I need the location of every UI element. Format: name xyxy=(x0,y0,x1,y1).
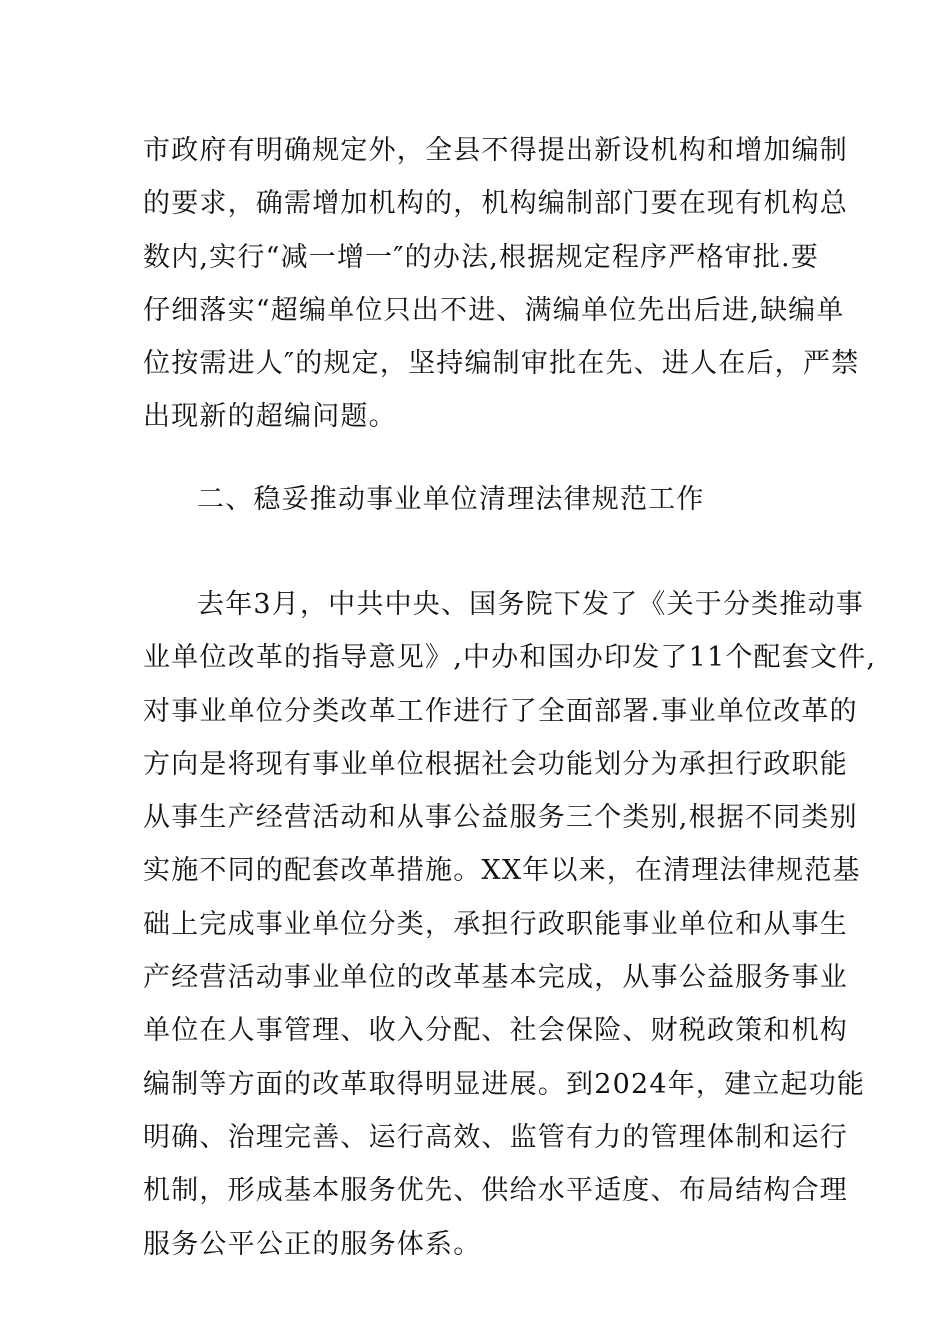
paragraph-line: 位按需进人″的规定，坚持编制审批在先、进人在后，严禁 xyxy=(143,348,860,380)
paragraph-line: 数内,实行“减一增一″的办法,根据规定程序严格审批.要 xyxy=(143,241,820,273)
paragraph-line: 去年3月，中共中央、国务院下发了《关于分类推动事 xyxy=(197,589,864,620)
section-heading-text: 二、稳妥推动事业单位清理法律规范工作 xyxy=(197,484,705,515)
paragraph-line: 市政府有明确规定外，全县不得提出新设机构和增加编制 xyxy=(143,135,848,166)
paragraph-line: 明确、治理完善、运行高效、监管有力的管理体制和运行 xyxy=(143,1121,848,1153)
paragraph-line: 产经营活动事业单位的改革基本完成，从事公益服务事业 xyxy=(143,962,848,994)
paragraph-line: 的要求，确需增加机构的，机构编制部门要在现有机构总 xyxy=(143,188,848,220)
paragraph-line: 从事生产经营活动和从事公益服务三个类别,根据不同类别 xyxy=(143,802,858,834)
paragraph-line: 对事业单位分类改革工作进行了全面部署.事业单位改革的 xyxy=(143,695,858,727)
paragraph-line: 仔细落实“超编单位只出不进、满编单位先出后进,缺编单 xyxy=(143,294,845,326)
paragraph-line: 方向是将现有事业单位根据社会功能划分为承担行政职能 xyxy=(143,748,848,780)
paragraph-line: 机制，形成基本服务优先、供给水平适度、布局结构合理 xyxy=(143,1175,848,1207)
paragraph-line: 出现新的超编问题。 xyxy=(143,401,397,433)
paragraph-2 xyxy=(143,578,877,1271)
section-heading xyxy=(143,473,823,526)
paragraph-1 xyxy=(143,124,860,444)
paragraph-line: 业单位改革的指导意见》,中办和国办印发了11个配套文件, xyxy=(143,642,877,674)
paragraph-line: 础上完成事业单位分类，承担行政职能事业单位和从事生 xyxy=(143,908,848,940)
paragraph-line: 实施不同的配套改革措施。XX年以来，在清理法律规范基 xyxy=(143,855,861,887)
paragraph-line: 编制等方面的改革取得明显进展。到2024年，建立起功能 xyxy=(143,1068,866,1100)
paragraph-line: 单位在人事管理、收入分配、社会保险、财税政策和机构 xyxy=(143,1015,848,1047)
paragraph-line: 服务公平公正的服务体系。 xyxy=(143,1228,482,1260)
